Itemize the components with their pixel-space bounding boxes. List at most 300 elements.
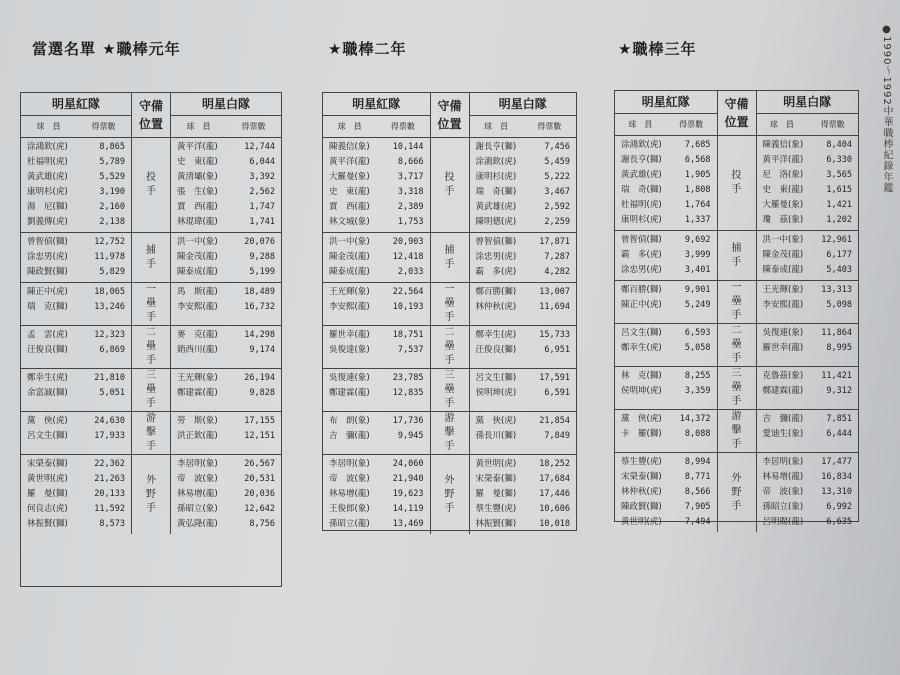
player-name: 杜福明(虎) — [621, 200, 662, 210]
red-team-players — [21, 283, 131, 325]
position-char: 手 — [146, 441, 156, 452]
player-row — [763, 263, 853, 278]
position-char: 游 — [444, 413, 455, 424]
player-name: 侯明坤(虎) — [621, 386, 662, 396]
player-row — [177, 502, 275, 517]
player-row — [476, 170, 571, 185]
position-label — [430, 283, 470, 325]
player-row — [621, 298, 711, 313]
white-team-players — [171, 412, 281, 454]
player-name: 陳泰成(龍) — [762, 265, 804, 275]
player-name: 林易增(龍) — [762, 472, 804, 482]
position-group — [21, 283, 281, 326]
player-row — [177, 265, 275, 280]
vote-count: 22,362 — [94, 459, 125, 469]
vote-count: 8,255 — [684, 371, 711, 381]
player-row — [621, 233, 711, 248]
player-name: 李安熙(龍) — [762, 300, 804, 310]
white-team-players — [470, 233, 577, 282]
player-name: 陳正中(虎) — [27, 287, 68, 297]
player-row — [621, 470, 711, 485]
table-header-row — [323, 93, 576, 138]
player-row — [621, 138, 711, 153]
white-team-players — [171, 326, 281, 368]
player-row — [329, 502, 424, 517]
player-row — [177, 140, 275, 155]
player-name: 林易增(龍) — [329, 489, 370, 499]
position-header-line2: 位置 — [138, 117, 163, 131]
player-row — [476, 502, 571, 517]
vote-count: 3,999 — [684, 250, 711, 260]
player-name: 霸 多(虎) — [621, 250, 662, 260]
player-name: 黃世明(虎) — [27, 474, 68, 484]
red-team-header — [615, 91, 717, 135]
player-row — [27, 457, 125, 472]
vote-count: 24,630 — [94, 416, 125, 426]
vote-count: 7,685 — [684, 140, 711, 150]
player-name: 林仲秋(虎) — [475, 302, 517, 312]
player-name: 杜福明(虎) — [27, 157, 68, 167]
player-name: 黃平洋(龍) — [177, 142, 218, 152]
position-char: 野 — [444, 488, 455, 500]
position-label — [430, 369, 470, 411]
position-char: 三 — [731, 368, 742, 379]
vote-count: 5,829 — [99, 267, 125, 277]
vote-count: 5,529 — [99, 172, 125, 182]
position-char: 捕 — [146, 244, 156, 256]
player-name: 陳義信(象) — [762, 140, 804, 150]
player-name: 孫昭立(象) — [177, 504, 218, 514]
player-row — [763, 369, 853, 384]
player-name: 呂文生(獅) — [27, 431, 68, 441]
player-row — [621, 183, 711, 198]
red-team-header — [323, 93, 430, 137]
player-row — [476, 386, 571, 401]
player-row — [329, 250, 424, 265]
player-row — [763, 168, 853, 183]
position-char: 游 — [731, 411, 742, 422]
white-team-players — [470, 369, 577, 411]
player-row — [27, 386, 125, 401]
vote-count: 4,282 — [544, 267, 570, 277]
player-name: 陳政賢(獅) — [621, 502, 662, 512]
white-team-players — [171, 369, 281, 411]
player-name: 克魯茲(象) — [762, 371, 804, 381]
position-group — [323, 283, 576, 326]
white-team-header — [757, 91, 859, 135]
position-group — [21, 455, 281, 534]
vote-count: 6,044 — [249, 157, 275, 167]
player-name: 黨 俠(虎) — [27, 416, 68, 426]
player-name: 洪一中(象) — [329, 237, 370, 247]
player-name: 史 東(龍) — [762, 185, 804, 195]
vote-count: 3,401 — [684, 265, 711, 275]
player-name: 李安熙(龍) — [329, 302, 370, 312]
vote-count: 17,736 — [392, 416, 424, 426]
player-row — [621, 455, 711, 470]
vote-count: 17,871 — [539, 237, 570, 247]
player-row — [476, 300, 571, 315]
red-team-players — [615, 367, 717, 409]
vote-count: 2,592 — [544, 202, 570, 212]
player-row — [476, 265, 571, 280]
player-name: 帝 波(象) — [329, 474, 370, 484]
player-row — [763, 198, 853, 213]
player-row — [177, 170, 275, 185]
position-group — [323, 412, 576, 455]
player-name: 余富誠(獅) — [27, 388, 68, 398]
vote-count: 17,933 — [94, 431, 125, 441]
position-char: 壘 — [146, 298, 156, 309]
vote-count: 17,477 — [821, 457, 852, 467]
vote-count: 6,951 — [544, 345, 570, 355]
vote-count: 12,642 — [244, 504, 275, 514]
vote-count: 6,869 — [99, 345, 125, 355]
position-char: 手 — [444, 258, 455, 270]
player-row — [329, 300, 424, 315]
position-group — [323, 455, 576, 534]
white-team-players — [757, 367, 859, 409]
player-row — [177, 343, 275, 358]
player-row — [27, 235, 125, 250]
player-name: 康明杉(虎) — [621, 215, 662, 225]
white-team-players — [470, 283, 577, 325]
vote-count: 3,318 — [397, 187, 424, 197]
player-row — [476, 457, 571, 472]
vote-count: 1,337 — [684, 215, 711, 225]
player-name: 孫昭立(龍) — [329, 519, 370, 529]
table-year2 — [322, 92, 577, 531]
player-name: 呂明賜(龍) — [762, 517, 804, 527]
vote-count: 8,995 — [826, 343, 852, 353]
white-team-players — [470, 455, 577, 534]
player-row — [763, 183, 853, 198]
position-header-line1: 守備 — [437, 99, 462, 113]
white-team-players — [470, 412, 577, 454]
player-name: 陳金茂(龍) — [329, 252, 370, 262]
player-row — [476, 328, 571, 343]
player-name: 黃武雄(虎) — [475, 202, 517, 212]
player-name: 曾智偵(獅) — [621, 235, 662, 245]
player-name: 孟 雲(虎) — [27, 330, 68, 340]
red-team-players — [21, 455, 131, 534]
vote-count: 1,421 — [826, 200, 852, 210]
player-row — [27, 328, 125, 343]
vote-count: 9,288 — [249, 252, 275, 262]
vote-count: 9,312 — [826, 386, 852, 396]
vote-count: 1,202 — [826, 215, 852, 225]
player-row — [27, 414, 125, 429]
player-row — [27, 140, 125, 155]
header-year3: ★職棒三年 — [618, 40, 697, 58]
vote-count: 8,994 — [684, 457, 711, 467]
player-row — [177, 457, 275, 472]
position-header-line2: 位置 — [724, 115, 749, 129]
position-char: 手 — [731, 439, 742, 450]
vote-count: 15,733 — [539, 330, 570, 340]
column-subheader — [323, 116, 430, 137]
player-name: 鄭百勝(獅) — [621, 285, 662, 295]
vote-count: 17,446 — [539, 489, 570, 499]
position-header — [430, 93, 470, 137]
position-label — [131, 233, 171, 282]
position-char: 三 — [146, 370, 156, 381]
player-row — [27, 371, 125, 386]
player-name: 瓊 茲(象) — [762, 215, 804, 225]
player-row — [329, 429, 424, 444]
vote-count: 5,403 — [826, 265, 852, 275]
player-name: 汪俊良(獅) — [475, 345, 517, 355]
position-char: 手 — [146, 355, 156, 366]
player-row — [763, 326, 853, 341]
player-name: 黃弘隆(龍) — [177, 519, 218, 529]
position-char: 一 — [731, 282, 742, 293]
player-name: 鄭建霖(龍) — [329, 388, 370, 398]
position-char: 擊 — [146, 427, 156, 438]
vote-count: 17,684 — [539, 474, 570, 484]
vote-count: 7,537 — [397, 345, 424, 355]
player-row — [476, 155, 571, 170]
vote-count: 14,298 — [244, 330, 275, 340]
player-name: 帝 波(象) — [762, 487, 804, 497]
vote-count: 13,246 — [94, 302, 125, 312]
player-row — [476, 472, 571, 487]
player-name: 馬 斯(龍) — [177, 287, 218, 297]
position-char: 手 — [146, 398, 156, 409]
player-row — [621, 341, 711, 356]
vote-count: 12,835 — [392, 388, 424, 398]
player-name: 宋榮泰(獅) — [621, 472, 662, 482]
red-team-name: 明星紅隊 — [615, 91, 717, 114]
player-name: 麥 克(龍) — [177, 330, 218, 340]
position-label — [430, 233, 470, 282]
player-name: 史 東(龍) — [177, 157, 218, 167]
player-col-label: 球 員 — [186, 122, 211, 131]
position-char: 一 — [444, 284, 455, 295]
position-label — [131, 326, 171, 368]
position-label — [131, 369, 171, 411]
position-group — [615, 453, 858, 532]
white-team-players — [757, 324, 859, 366]
position-group — [615, 281, 858, 324]
red-team-players — [21, 412, 131, 454]
player-row — [621, 326, 711, 341]
vote-count: 18,065 — [94, 287, 125, 297]
player-row — [476, 250, 571, 265]
player-row — [27, 472, 125, 487]
player-row — [621, 412, 711, 427]
vote-count: 13,007 — [539, 287, 570, 297]
player-name: 洪正欽(龍) — [177, 431, 218, 441]
vote-count: 7,851 — [826, 414, 852, 424]
white-team-players — [757, 410, 859, 452]
player-name: 黃世明(虎) — [621, 517, 662, 527]
player-row — [177, 414, 275, 429]
player-row — [177, 200, 275, 215]
vote-count: 24,060 — [392, 459, 424, 469]
table-header-row — [21, 93, 281, 138]
player-row — [329, 371, 424, 386]
vote-count: 7,456 — [544, 142, 570, 152]
player-name: 謝長亨(獅) — [621, 155, 662, 165]
vote-count: 9,174 — [249, 345, 275, 355]
red-team-players — [323, 233, 430, 282]
vote-count: 12,961 — [821, 235, 852, 245]
vote-count: 6,992 — [826, 502, 852, 512]
player-name: 王光輝(象) — [762, 285, 804, 295]
position-header-line2: 位置 — [437, 117, 462, 131]
white-team-players — [757, 453, 859, 532]
red-team-players — [615, 231, 717, 280]
vote-count: 10,193 — [392, 302, 424, 312]
player-name: 吳復連(象) — [329, 373, 370, 383]
vote-count: 6,591 — [544, 388, 570, 398]
player-row — [476, 371, 571, 386]
position-header-line1: 守備 — [138, 99, 163, 113]
position-group — [21, 412, 281, 455]
vote-count: 12,752 — [94, 237, 125, 247]
position-group — [323, 233, 576, 283]
vote-count: 7,494 — [684, 517, 711, 527]
vote-count: 17,155 — [244, 416, 275, 426]
position-char: 手 — [444, 398, 455, 409]
vote-count: 20,036 — [244, 489, 275, 499]
vote-count: 1,753 — [397, 217, 424, 227]
player-row — [476, 200, 571, 215]
player-row — [763, 427, 853, 442]
player-name: 帝 波(象) — [177, 474, 218, 484]
side-note: ●1990～1992中華職棒紀錄年鑑 — [881, 24, 892, 194]
vote-count: 3,717 — [397, 172, 424, 182]
player-name: 黃平洋(龍) — [762, 155, 804, 165]
vote-count: 20,076 — [244, 237, 275, 247]
player-row — [329, 235, 424, 250]
vote-count: 18,489 — [244, 287, 275, 297]
player-row — [329, 200, 424, 215]
vote-count: 1,615 — [826, 185, 852, 195]
player-row — [27, 343, 125, 358]
position-char: 捕 — [444, 244, 455, 256]
player-row — [476, 517, 571, 532]
position-group — [21, 138, 281, 233]
player-row — [763, 153, 853, 168]
table-header-row — [615, 91, 858, 136]
position-label — [717, 410, 757, 452]
player-row — [329, 155, 424, 170]
vote-count: 10,144 — [392, 142, 424, 152]
player-row — [476, 414, 571, 429]
vote-count: 26,567 — [244, 459, 275, 469]
player-row — [621, 198, 711, 213]
vote-count: 8,088 — [684, 429, 711, 439]
player-name: 勞 斯(象) — [177, 416, 218, 426]
player-name: 孫昭立(象) — [762, 502, 804, 512]
position-char: 二 — [731, 325, 742, 336]
vote-count: 1,764 — [684, 200, 711, 210]
player-name: 林振賢(獅) — [27, 519, 68, 529]
vote-count: 20,133 — [94, 489, 125, 499]
vote-count: 5,098 — [826, 300, 852, 310]
position-char: 手 — [444, 355, 455, 366]
player-name: 瑞 奇(獅) — [621, 185, 662, 195]
player-name: 涂忠男(虎) — [621, 265, 662, 275]
vote-count: 5,249 — [684, 300, 711, 310]
player-row — [621, 168, 711, 183]
column-subheader — [470, 116, 577, 137]
red-team-players — [21, 369, 131, 411]
white-team-header — [171, 93, 281, 137]
player-row — [763, 233, 853, 248]
position-group — [615, 136, 858, 231]
votes-col-label: 得票數 — [91, 122, 116, 131]
player-row — [621, 263, 711, 278]
vote-count: 11,978 — [94, 252, 125, 262]
player-row — [177, 328, 275, 343]
position-char: 手 — [731, 184, 742, 195]
red-team-players — [615, 136, 717, 230]
player-name: 蔡生豐(虎) — [475, 504, 517, 514]
vote-count: 11,592 — [94, 504, 125, 514]
vote-count: 26,194 — [244, 373, 275, 383]
player-name: 瑞 克(獅) — [27, 302, 68, 312]
vote-count: 10,606 — [539, 504, 570, 514]
vote-count: 9,901 — [684, 285, 711, 295]
vote-count: 3,392 — [249, 172, 275, 182]
player-name: 鄭百勝(獅) — [475, 287, 517, 297]
vote-count: 8,771 — [684, 472, 711, 482]
player-row — [476, 235, 571, 250]
player-row — [329, 343, 424, 358]
position-char: 手 — [731, 310, 742, 321]
player-col-label: 球 員 — [337, 122, 362, 131]
vote-count: 5,199 — [249, 267, 275, 277]
player-name: 大羅曼(象) — [762, 200, 804, 210]
position-char: 壘 — [731, 296, 742, 307]
player-name: 陳政賢(獅) — [27, 267, 68, 277]
player-row — [177, 487, 275, 502]
column-subheader — [171, 116, 281, 137]
vote-count: 6,593 — [684, 328, 711, 338]
position-char: 三 — [444, 370, 455, 381]
vote-count: 1,905 — [684, 170, 711, 180]
position-group — [615, 231, 858, 281]
position-char: 游 — [146, 413, 156, 424]
player-name: 鄭建霖(龍) — [762, 386, 804, 396]
player-row — [621, 384, 711, 399]
player-name: 陳正中(虎) — [621, 300, 662, 310]
vote-count: 6,568 — [684, 155, 711, 165]
votes-col-label: 得票數 — [679, 120, 704, 129]
player-name: 吳俊達(象) — [329, 345, 370, 355]
player-row — [763, 500, 853, 515]
vote-count: 11,864 — [821, 328, 852, 338]
vote-count: 7,849 — [544, 431, 570, 441]
position-group — [615, 324, 858, 367]
player-row — [177, 155, 275, 170]
player-name: 大羅曼(象) — [329, 172, 370, 182]
position-header-line1: 守備 — [724, 97, 749, 111]
position-char: 手 — [444, 186, 455, 197]
player-row — [177, 371, 275, 386]
vote-count: 2,389 — [397, 202, 424, 212]
player-name: 陳金茂(龍) — [177, 252, 218, 262]
player-row — [329, 414, 424, 429]
position-char: 手 — [731, 500, 742, 512]
vote-count: 5,459 — [544, 157, 570, 167]
vote-count: 11,421 — [821, 371, 852, 381]
position-char: 捕 — [731, 242, 742, 254]
votes-col-label: 得票數 — [241, 122, 266, 131]
